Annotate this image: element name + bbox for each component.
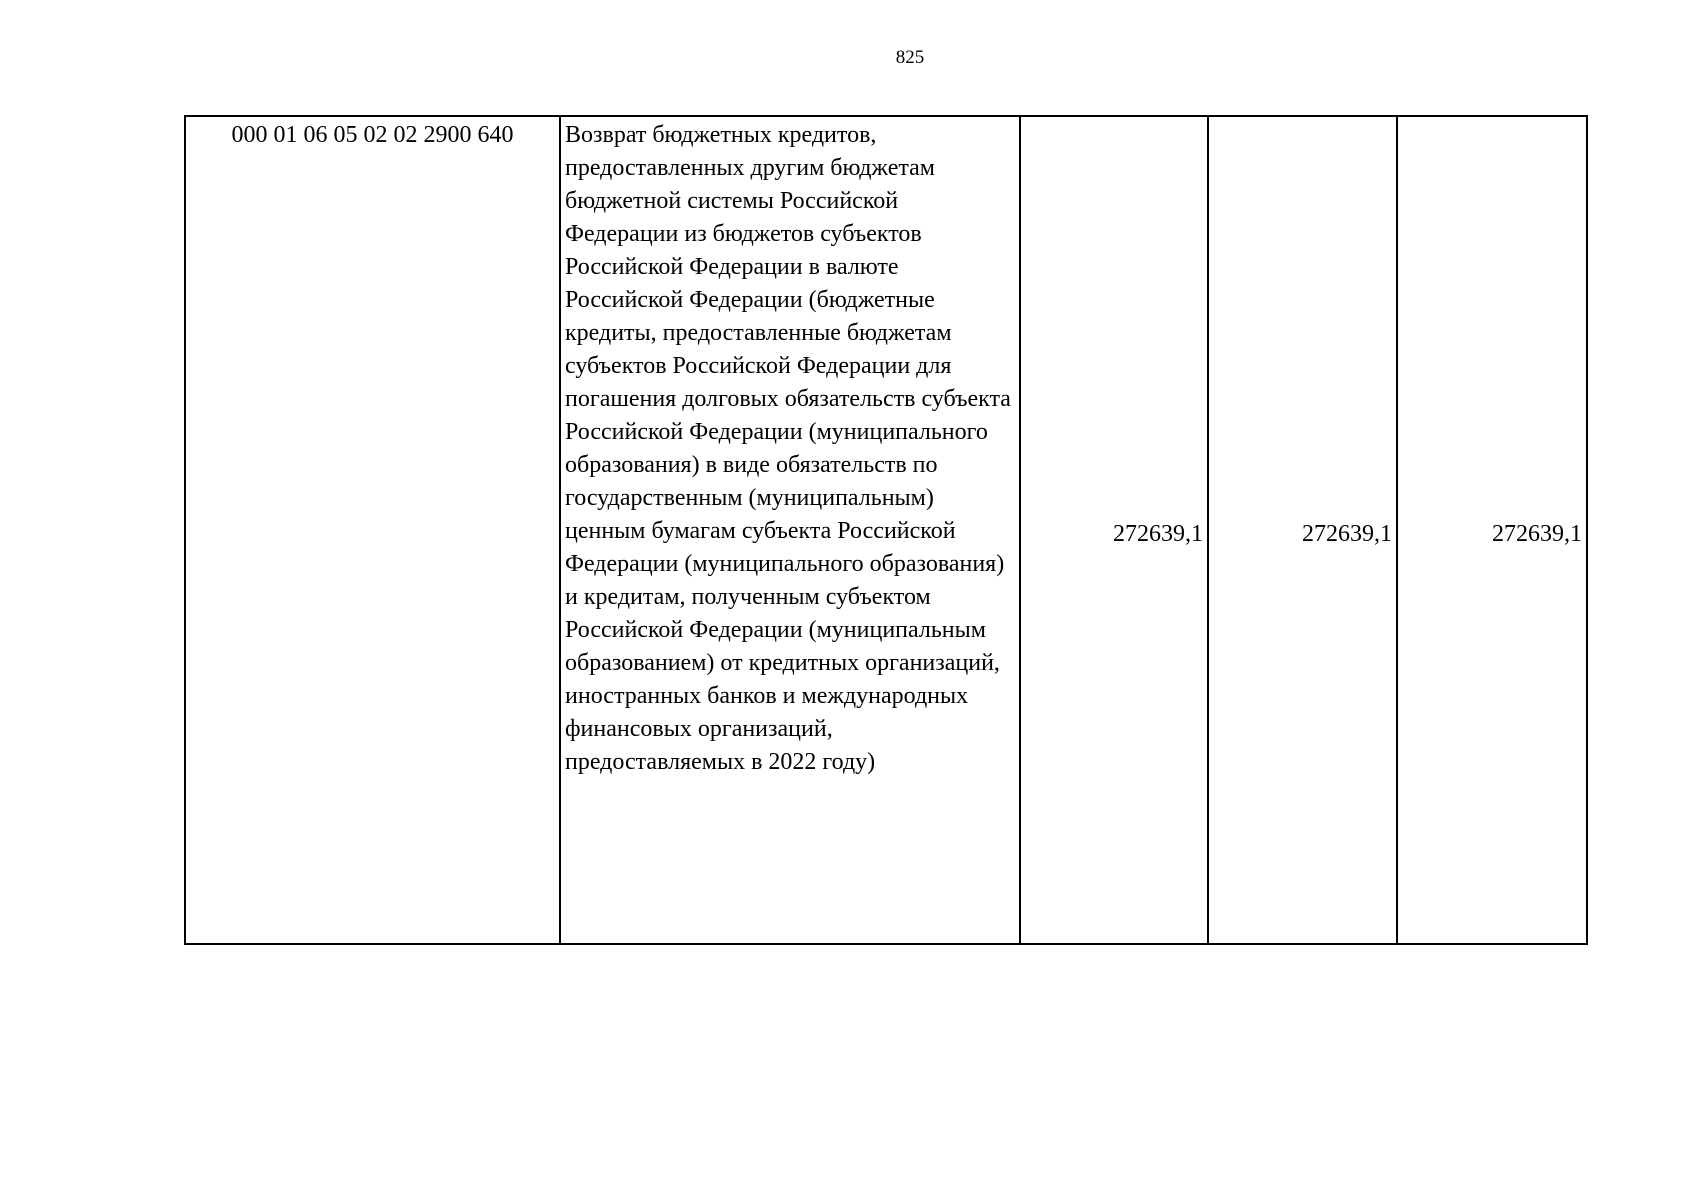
value-cell-3 [1397,116,1587,944]
amount-value-2: 272639,1 [1302,521,1392,547]
budget-code: 000 01 06 05 02 02 2900 640 [231,122,514,148]
page-number: 825 [895,47,925,68]
budget-table [184,115,1588,945]
amount-value-1: 272639,1 [1113,521,1203,547]
description-cell: Возврат бюджетных кредитов, предоставленных другим бюджетам бюджетной системы Российской Федерации из бюджетов субъектов Российской Федерации в валюте Российской Федерации (бюджетные кредиты, предоставленные бюджетам субъектов Российской Федерации для погашения долговых обязательств субъекта Российской Федерации (муниципального образования) в виде обязательств по государственным (муниципальным) ценным бумагам субъекта Российской Федерации (муниципального образования) и кредитам, полученным субъектом Российской Федерации (муниципальным образованием) от кредитных организаций, иностранных банков и международных финансовых организаций, предоставляемых в 2022 году) [560,116,1020,944]
table-row [185,116,1587,944]
budget-code-cell [185,116,560,944]
value-cell-2 [1208,116,1397,944]
amount-value-3: 272639,1 [1492,521,1582,547]
value-cell-1 [1020,116,1208,944]
